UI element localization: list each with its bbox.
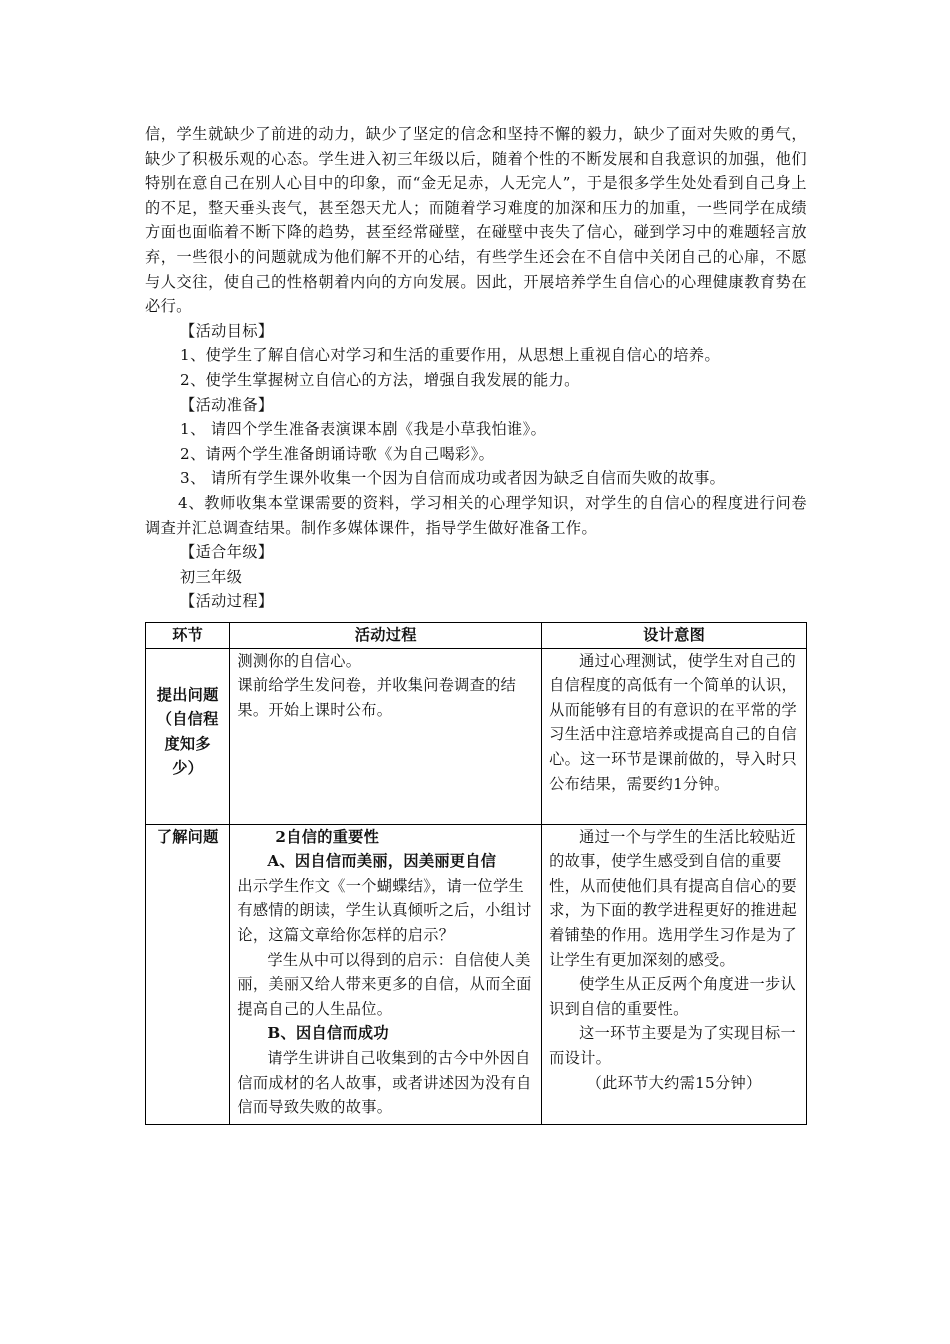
header-activity: 活动过程 (230, 623, 542, 649)
table-row (146, 648, 807, 824)
row2-activity-title: 2自信的重要性 (275, 827, 380, 846)
goal-item-2: 2、使学生掌握树立自信心的方法，增强自我发展的能力。 (180, 370, 580, 389)
header-stage: 环节 (146, 623, 230, 649)
row1-activity-line-1: 测测你的自信心。 (237, 651, 362, 670)
row2-sub-b: B、因自信而成功 (267, 1024, 389, 1043)
row1-intent-text: 通过心理测试，使学生对自己的自信程度的高低有一个简单的认识，从而能够有目的有意识的在平常的学习生活中注意培养或提高自己的自信心。这一环节是课前做的，导入时只公布结果，需要约1分钟。 (549, 651, 797, 793)
row1-intent (542, 648, 807, 824)
row2-a-text: 出示学生作文《一个蝴蝶结》，请一位学生有感情的朗读，学生认真倾听之后，小组讨论，这篇文章给你怎样的启示？ (237, 876, 532, 944)
row2-intent (542, 824, 807, 1124)
header-intent: 设计意图 (542, 623, 807, 649)
row2-activity (230, 824, 542, 1124)
intro-paragraph: 信，学生就缺少了前进的动力，缺少了坚定的信念和坚持不懈的毅力，缺少了面对失败的勇气，缺少了积极乐观的心态。学生进入初三年级以后，随着个性的不断发展和自我意识的加强，他们特别在意自己在别人心目中的印象，而“金无足赤，人无完人”，于是很多学生处处看到自己身上的不足，整天垂头丧气，甚至怨天尤人；而随着学习难度的加深和压力的加重，一些同学在成绩方面也面临着不断下降的趋势，甚至经常碰壁，在碰壁中丧失了信心，碰到学习中的难题轻言放弃，一些很小的问题就成为他们解不开的心结，有些学生还会在不自信中关闭自己的心扉，不愿与人交往，使自己的性格朝着内向的方向发展。因此，开展培养学生自信心的心理健康教育势在必行。 (145, 125, 807, 316)
row2-intent-2: 使学生从正反两个角度进一步认识到自信的重要性。 (549, 975, 796, 1018)
document-body (145, 122, 807, 614)
prep-item-4: 4、教师收集本堂课需要的资料，学习相关的心理学知识，对学生的自信心的程度进行问卷调查并汇总调查结果。制作多媒体课件，指导学生做好准备工作。 (145, 493, 807, 537)
prep-item-1: 1、 请四个学生准备表演课本剧《我是小草我怕谁》。 (180, 420, 547, 439)
row2-intent-4: （此环节大约需15分钟） (586, 1073, 762, 1092)
table-row (146, 824, 807, 1124)
grade-value: 初三年级 (180, 567, 243, 586)
goal-item-1: 1、使学生了解自信心对学习和生活的重要作用，从思想上重视自信心的培养。 (180, 346, 721, 365)
row2-intent-1: 通过一个与学生的生活比较贴近的故事，使学生感受到自信的重要性，从而使他们具有提高自信心的要求，为下面的教学进程更好的推进起着铺垫的作用。选用学生习作是为了让学生有更加深刻的感受。 (549, 827, 797, 969)
row2-b-text: 请学生讲讲自己收集到的古今中外因自信而成材的名人故事，或者讲述因为没有自信而导致失败的故事。 (237, 1048, 532, 1117)
table-header-row (146, 623, 807, 649)
row2-sub-a: A、因自信而美丽，因美丽更自信 (267, 852, 497, 871)
prep-heading: 【活动准备】 (180, 395, 274, 414)
row1-activity-line-2: 课前给学生发问卷，并收集问卷调查的结果。开始上课时公布。 (237, 676, 517, 719)
row2-a-answer: 学生从中可以得到的启示：自信使人美丽，美丽又给人带来更多的自信，从而全面提高自己的人生品位。 (237, 950, 532, 1018)
grade-heading: 【适合年级】 (180, 543, 274, 562)
prep-item-2: 2、请两个学生准备朗诵诗歌《为自己喝彩》。 (180, 444, 495, 463)
prep-item-3: 3、 请所有学生课外收集一个因为自信而成功或者因为缺乏自信而失败的故事。 (180, 469, 726, 488)
row2-stage: 了解问题 (146, 824, 230, 1124)
row1-stage: 提出问题（自信程度知多少） (146, 648, 230, 824)
activity-table (145, 622, 807, 1125)
process-heading: 【活动过程】 (180, 592, 274, 611)
goals-heading: 【活动目标】 (180, 321, 274, 340)
row2-intent-3: 这一环节主要是为了实现目标一而设计。 (549, 1024, 796, 1067)
row1-activity (230, 648, 542, 824)
